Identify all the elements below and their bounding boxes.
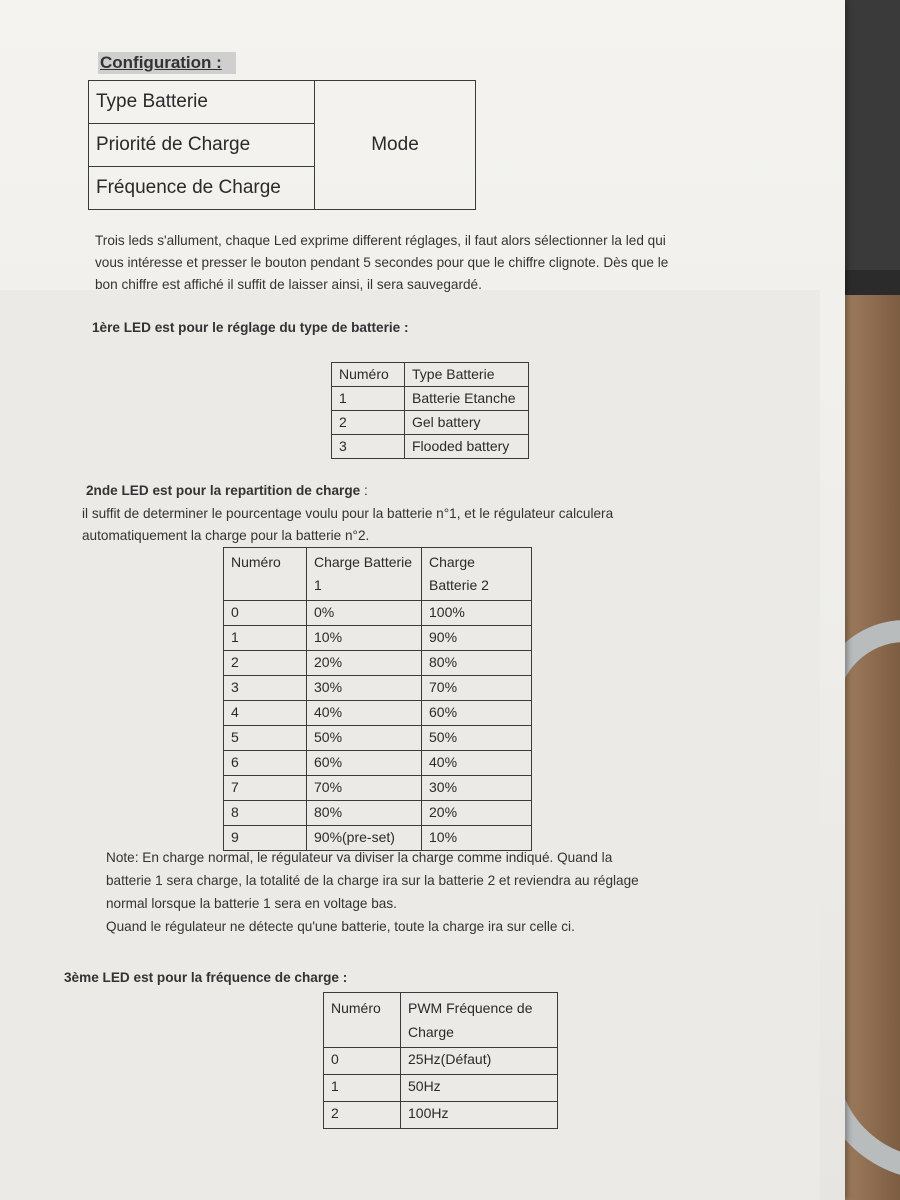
led1-heading: 1ère LED est pour le réglage du type de batterie :	[92, 320, 409, 335]
table-header: PWM Fréquence de Charge	[401, 993, 558, 1048]
table-cell: 0%	[307, 601, 422, 626]
table-cell: Gel battery	[405, 411, 529, 435]
table-row	[332, 411, 529, 435]
led2-heading	[86, 483, 368, 498]
table-cell: 70%	[422, 676, 532, 701]
table-header: Charge Batterie 1	[307, 548, 422, 601]
table-row	[224, 626, 532, 651]
table-cell: 5	[224, 726, 307, 751]
led2-line: automatiquement la charge pour la batterie n°2.	[82, 528, 370, 543]
table-row	[324, 1102, 558, 1129]
configuration-title: Configuration :	[98, 52, 236, 74]
led3-table	[323, 992, 558, 1129]
table-cell: 70%	[307, 776, 422, 801]
note-line: Quand le régulateur ne détecte qu'une batterie, toute la charge ira sur celle ci.	[106, 919, 575, 934]
table-row	[224, 751, 532, 776]
table-cell: 30%	[307, 676, 422, 701]
table-cell: 40%	[422, 751, 532, 776]
note-paragraph	[106, 846, 716, 938]
table-cell: 50%	[307, 726, 422, 751]
table-cell: 90%(pre-set)	[307, 826, 422, 851]
table-header: Numéro	[324, 993, 401, 1048]
table-cell: 1	[332, 387, 405, 411]
table-row	[224, 726, 532, 751]
table-header: Charge Batterie 2	[422, 548, 532, 601]
led2-line: il suffit de determiner le pourcentage voulu pour la batterie n°1, et le régulateur calculera	[82, 506, 614, 521]
table-cell: 60%	[307, 751, 422, 776]
intro-line: bon chiffre est affiché il suffit de laisser ainsi, il sera sauvegardé.	[95, 277, 482, 292]
table-row	[224, 676, 532, 701]
table-cell: 20%	[422, 801, 532, 826]
table-cell: 0	[324, 1048, 401, 1075]
table-cell: 100Hz	[401, 1102, 558, 1129]
table-header: Type Batterie	[405, 363, 529, 387]
note-line: batterie 1 sera charge, la totalité de la charge ira sur la batterie 2 et reviendra au réglage	[106, 873, 639, 888]
intro-line: Trois leds s'allument, chaque Led exprime different réglages, il faut alors sélectionner la led qui	[95, 233, 666, 248]
table-cell: 1	[224, 626, 307, 651]
table-row	[332, 387, 529, 411]
table-cell: 80%	[307, 801, 422, 826]
table-cell: 2	[324, 1102, 401, 1129]
led1-table	[331, 362, 529, 459]
config-row-type: Type Batterie	[89, 81, 315, 124]
table-row	[224, 651, 532, 676]
table-cell: 25Hz(Défaut)	[401, 1048, 558, 1075]
table-header-row	[224, 548, 532, 601]
table-cell: 20%	[307, 651, 422, 676]
table-cell: 60%	[422, 701, 532, 726]
table-cell: 1	[324, 1075, 401, 1102]
table-row	[224, 601, 532, 626]
table-row	[324, 1048, 558, 1075]
table-row	[224, 801, 532, 826]
table-cell: 40%	[307, 701, 422, 726]
note-line: Note: En charge normal, le régulateur va diviser la charge comme indiqué. Quand la	[106, 850, 613, 865]
table-header-row	[332, 363, 529, 387]
table-cell: 4	[224, 701, 307, 726]
config-row-frequency: Fréquence de Charge	[89, 167, 315, 210]
table-header: Numéro	[224, 548, 307, 601]
intro-paragraph	[95, 230, 695, 296]
led2-heading-bold: 2nde LED est pour la repartition de charge	[86, 483, 361, 498]
table-cell: 100%	[422, 601, 532, 626]
config-mode-cell: Mode	[315, 81, 476, 210]
table-header: Numéro	[332, 363, 405, 387]
table-cell: 3	[224, 676, 307, 701]
table-cell: Batterie Etanche	[405, 387, 529, 411]
table-row	[324, 1075, 558, 1102]
table-row	[224, 701, 532, 726]
led2-paragraph	[82, 503, 702, 547]
table-row	[224, 776, 532, 801]
table-cell: 3	[332, 435, 405, 459]
table-cell: 9	[224, 826, 307, 851]
table-cell: 50%	[422, 726, 532, 751]
table-cell: 10%	[307, 626, 422, 651]
led2-table	[223, 547, 532, 851]
config-row-priority: Priorité de Charge	[89, 124, 315, 167]
table-cell: 90%	[422, 626, 532, 651]
table-cell: 50Hz	[401, 1075, 558, 1102]
table-cell: 10%	[422, 826, 532, 851]
table-cell: 6	[224, 751, 307, 776]
table-cell: 0	[224, 601, 307, 626]
led2-heading-colon: :	[360, 483, 368, 498]
led3-heading: 3ème LED est pour la fréquence de charge :	[64, 970, 348, 985]
table-cell: Flooded battery	[405, 435, 529, 459]
intro-line: vous intéresse et presser le bouton pendant 5 secondes pour que le chiffre clignote. Dès que le	[95, 255, 669, 270]
note-line: normal lorsque la batterie 1 sera en voltage bas.	[106, 896, 397, 911]
table-row	[332, 435, 529, 459]
table-cell: 7	[224, 776, 307, 801]
table-header-row	[324, 993, 558, 1048]
table-cell: 30%	[422, 776, 532, 801]
configuration-table	[88, 80, 476, 210]
table-cell: 80%	[422, 651, 532, 676]
table-cell: 8	[224, 801, 307, 826]
table-cell: 2	[332, 411, 405, 435]
table-cell: 2	[224, 651, 307, 676]
